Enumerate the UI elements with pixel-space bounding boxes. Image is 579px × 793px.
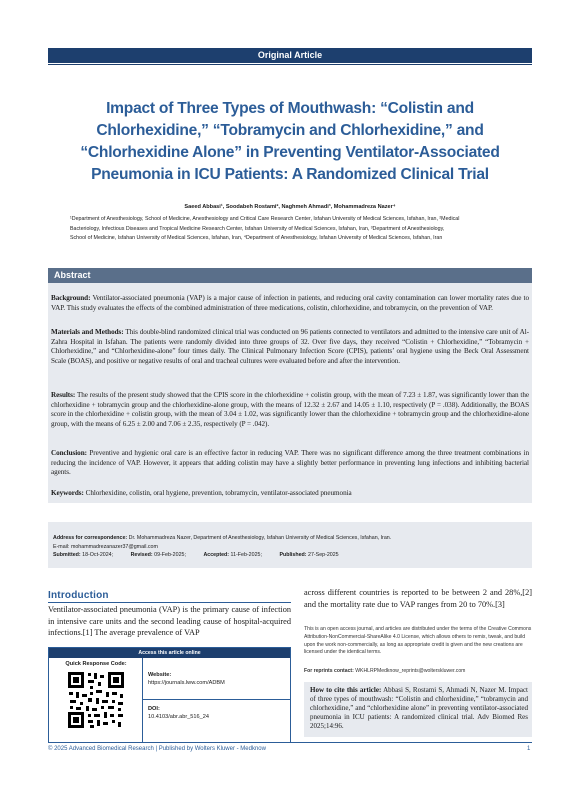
footer-text: © 2025 Advanced Biomedical Research | Published by Wolters Kluwer - Medknow [48, 746, 266, 752]
doi-label: DOI: [148, 706, 160, 712]
intro-heading: Introduction [48, 590, 109, 601]
qr-code-icon[interactable] [66, 670, 126, 730]
correspondence-address [53, 534, 391, 542]
conclusion-text: Preventive and hygienic oral care is an effective factor in reducing VAP. There was no significant difference among the three treatment combinations in reducing the incidence of VAP. However, it appears that adding colistin may have a slightly better performance in preventing lung infections and inhibiting bacterial agents. [51, 449, 529, 477]
citation-body: Abbasi S, Rostami S, Ahmadi N, Nazer M. Impact of three types of mouthwash: “Colistin and chlorhexidine,” “tobramycin and chlorhexidine,” and “chlorhexidine alone” in preventing ventilator-associated pneumonia in ICU patients: A randomized clinical trial. Adv Biomed Res 2025;14:96. [310, 686, 528, 730]
article-type-banner: Original Article [48, 48, 532, 63]
citation-text [310, 686, 528, 731]
background-text: Ventilator-associated pneumonia (VAP) is a major cause of infection in patients, and reducing oral cavity contamination can lower mortality rates due to VAP. This study evaluates the effects of the combined administration of three medications, colistin, chlorhexidine, and tobramycin, on the prevention of VAP. [51, 294, 529, 312]
abstract-background [51, 294, 529, 313]
correspondence-label: Address for correspondence: [53, 535, 128, 541]
revised-date: 09-Feb-2025; [154, 552, 186, 558]
intro-divider [48, 602, 291, 603]
open-access-notice: This is an open access journal, and articles are distributed under the terms of the Creative Commons Attribution-NonCommercial-ShareAlike 4.0 License, which allows others to remix, tweak, and build upon the work non-commercially, as long as appropriate credit is given and the new creations are licensed under the identical terms. [304, 626, 532, 656]
published-date: 27-Sep-2025 [308, 552, 339, 558]
reprints-contact [304, 668, 532, 674]
accepted-label: Accepted: [203, 552, 230, 558]
access-online-heading: Access this article online [49, 648, 290, 658]
background-label: Background: [51, 294, 91, 302]
author-list: Saeed Abbasi¹, Soodabeh Rostami², Naghmeh Ahmadi³, Mohammadreza Nazer⁴ [184, 204, 396, 210]
reprints-email[interactable]: WKHLRPMedknow_reprints@wolterskluwer.com [355, 668, 466, 674]
keywords-text: Chlorhexidine, colistin, oral hygiene, prevention, tobramycin, ventilator-associated pneumonia [85, 489, 352, 497]
abstract-results [51, 391, 529, 429]
submitted-label: Submitted: [53, 552, 81, 558]
conclusion-label: Conclusion: [51, 449, 87, 457]
intro-paragraph: Ventilator-associated pneumonia (VAP) is the primary cause of infection in intensive care units and the second leading cause of hospital-acquired infections.[1] The average prevalence of VAP [48, 605, 291, 637]
reprints-label: For reprints contact: [304, 668, 354, 674]
methods-text: This double-blind randomized clinical trial was conducted on 96 patients connected to ventilators and admitted to the intensive care unit of Al-Zahra Hospital in Isfahan. The patients were randomly divided into three groups of 32. Over five days, they received “Colistin + Chlorhexidine,” “Tobramycin + Chlorhexidine,” and “Chlorhexidine-alone” four times daily. The Clinical Pulmonary Infection Score (CPIS), patients’ oral hygiene using the Beck Oral Assessment Scale (BOAS), and positive or negative results of oral and tracheal cultures were evaluated before and after the intervention. [51, 328, 529, 365]
article-title: Impact of Three Types of Mouthwash: “Colistin and Chlorhexidine,” “Tobramycin and Chlorhexidine,” and “Chlorhexidine Alone” in Preventing Ventilator-Associated Pneumonia in ICU Patients: A Randomized Clinical Trial [80, 100, 500, 183]
keywords-label: Keywords: [51, 489, 84, 497]
methods-label: Materials and Methods: [51, 328, 124, 336]
qr-separator [142, 658, 143, 742]
website-label: Website: [148, 672, 172, 678]
affiliation-line: Bacteriology, Infectious Diseases and Tropical Medicine Research Center, Isfahan University of Medical Sciences, Isfahan, Iran, ³Department of Anesthesiology, [70, 225, 445, 232]
affiliation-line: School of Medicine, Isfahan University of Medical Sciences, Isfahan, Iran, ⁴Department of Anesthesiology, Isfahan University of Medical Sciences, Isfahan, Iran [70, 235, 443, 242]
abstract-heading: Abstract [48, 268, 532, 283]
citation-label: How to cite this article: [310, 686, 382, 694]
correspondence-text: Dr. Mohammadreza Nazer, Department of Anesthesiology, Isfahan University of Medical Sciences, Isfahan, Iran. [128, 535, 392, 541]
results-text: The results of the present study showed that the CPIS score in the chlorhexidine + colistin group, with the mean of 7.23 ± 1.87, was significantly lower than the chlorhexidine + tobramycin group and the chlorhexidine-alone group, with the means of 12.32 ± 2.67 and 14.05 ± 1.10, respectively (P = .038). Additionally, the BOAS score in the chlorhexidine + colistin group, with the mean of 3.04 ± 1.02, was significantly lower than the chlorhexidine + tobramycin group and the chlorhexidine-alone group, with the means of 6.25 ± 2.00 and 7.06 ± 2.35, respectively (P = .042). [51, 391, 529, 428]
affiliations [70, 215, 514, 244]
page-number: 1 [527, 746, 531, 752]
submission-dates [53, 551, 355, 559]
revised-label: Revised: [130, 552, 153, 558]
abstract-conclusion [51, 449, 529, 478]
qr-code-label: Quick Response Code: [65, 661, 127, 667]
website-link[interactable]: https://journals.lww.com/ADBM [148, 680, 225, 686]
info-separator [143, 699, 290, 700]
correspondence-email: E-mail: mohammadrezanazer37@gmail.com [53, 544, 158, 550]
doi-link[interactable]: 10.4103/abr.abr_516_24 [148, 714, 209, 720]
intro-paragraph-continued: across different countries is reported to be between 2 and 28%,[2] and the mortality rate due to VAP ranges from 20 to 70%.[3] [304, 588, 532, 609]
abstract-methods [51, 328, 529, 366]
results-label: Results: [51, 391, 76, 399]
accepted-date: 11-Feb-2025; [230, 552, 262, 558]
footer-divider [48, 742, 532, 743]
published-label: Published: [279, 552, 307, 558]
header-divider [48, 64, 532, 65]
submitted-date: 18-Oct-2024; [82, 552, 114, 558]
abstract-keywords [51, 489, 529, 499]
affiliation-line: ¹Department of Anesthesiology, School of Medicine, Anesthesiology and Critical Care Research Center, Isfahan University of Medical Sciences, Isfahan, Iran, ²Medical [70, 216, 460, 222]
